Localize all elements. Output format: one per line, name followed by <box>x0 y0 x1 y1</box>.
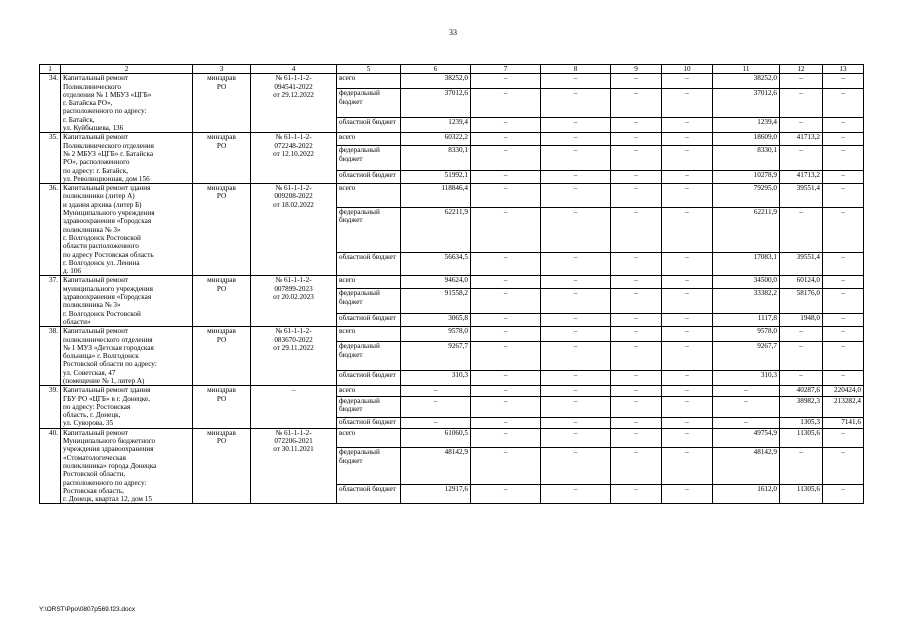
funding-source-label: всего <box>337 133 401 146</box>
amount-cell-col13: – <box>823 276 864 289</box>
amount-cell-col13: – <box>823 327 864 342</box>
amount-cell-col10: – <box>662 314 713 327</box>
amount-cell-col6: 310,3 <box>401 371 471 386</box>
object-description: Капитальный ремонт здания ГБУ РО «ЦГБ» в г. Донецке, по адресу: Ростовская область, г. Донецк, ул. Суворова, 35 <box>61 386 193 428</box>
amount-cell-col6: 60322,2 <box>401 133 471 146</box>
amount-cell-col9: – <box>611 184 662 208</box>
amount-cell-col13: – <box>823 74 864 89</box>
amount-cell-col13: – <box>823 448 864 485</box>
amount-cell-col11: 34500,0 <box>713 276 780 289</box>
amount-cell-col10: – <box>662 146 713 171</box>
amount-cell-col8: – <box>541 314 611 327</box>
funding-source-label: всего <box>337 276 401 289</box>
amount-cell-col6: 48142,9 <box>401 448 471 485</box>
amount-cell-col6: 118846,4 <box>401 184 471 208</box>
amount-cell-col8: – <box>541 133 611 146</box>
funding-source-label: областной бюджет <box>337 314 401 327</box>
amount-cell-col11: 310,3 <box>713 371 780 386</box>
row-number: 37. <box>40 276 61 327</box>
amount-cell-col7: – <box>471 314 541 327</box>
amount-cell-col8: – <box>541 252 611 276</box>
amount-cell-col11: 62211,9 <box>713 207 780 252</box>
amount-cell-col10: – <box>662 397 713 418</box>
amount-cell-col6: 56634,5 <box>401 252 471 276</box>
amount-cell-col8: – <box>541 342 611 371</box>
amount-cell-col9: – <box>611 342 662 371</box>
amount-cell-col7: – <box>471 184 541 208</box>
amount-cell-col11: 38252,0 <box>713 74 780 89</box>
amount-cell-col8: – <box>541 371 611 386</box>
column-number-5: 5 <box>337 65 401 74</box>
amount-cell-col9: – <box>611 146 662 171</box>
object-description: Капитальный ремонт Поликлинического отделения № 2 МБУЗ «ЦГБ» г. Батайска РО», расположенного по адресу: г. Батайск, ул. Революционная, дом 156 <box>61 133 193 184</box>
amount-cell-col8: – <box>541 276 611 289</box>
funding-source-label: всего <box>337 327 401 342</box>
funding-source-label: областной бюджет <box>337 371 401 386</box>
amount-cell-col7: – <box>471 74 541 89</box>
amount-cell-col8: – <box>541 484 611 503</box>
amount-cell-col10: – <box>662 428 713 447</box>
amount-cell-col9: – <box>611 448 662 485</box>
amount-cell-col6: 3065,8 <box>401 314 471 327</box>
amount-cell-col11: 8330,1 <box>713 146 780 171</box>
amount-cell-col6: 9267,7 <box>401 342 471 371</box>
funding-source-label: федеральный бюджет <box>337 89 401 118</box>
amount-cell-col11: 33382,2 <box>713 289 780 314</box>
amount-cell-col11: – <box>713 386 780 397</box>
amount-cell-col11: 9578,0 <box>713 327 780 342</box>
amount-cell-col9: – <box>611 386 662 397</box>
expertise-conclusion: № 61-1-1-2- 072248-2022 от 12.10.2022 <box>251 133 337 184</box>
amount-cell-col11: – <box>713 417 780 428</box>
amount-cell-col6: 51992,1 <box>401 171 471 184</box>
amount-cell-col10: – <box>662 133 713 146</box>
amount-cell-col6: 91558,2 <box>401 289 471 314</box>
table-row <box>40 386 864 397</box>
amount-cell-col13: – <box>823 118 864 133</box>
amount-cell-col7: – <box>471 146 541 171</box>
amount-cell-col13: – <box>823 484 864 503</box>
amount-cell-col9: – <box>611 417 662 428</box>
row-number: 34. <box>40 74 61 133</box>
amount-cell-col13: – <box>823 289 864 314</box>
amount-cell-col10: – <box>662 184 713 208</box>
column-number-1: 1 <box>40 65 61 74</box>
amount-cell-col7: – <box>471 342 541 371</box>
amount-cell-col9: – <box>611 289 662 314</box>
table-row <box>40 327 864 342</box>
funding-source-label: всего <box>337 428 401 447</box>
amount-cell-col12: 41713,2 <box>780 171 823 184</box>
expertise-conclusion: № 61-1-1-2- 007899-2023 от 20.02.2023 <box>251 276 337 327</box>
amount-cell-col9: – <box>611 484 662 503</box>
amount-cell-col7: – <box>471 133 541 146</box>
amount-cell-col12: 58176,0 <box>780 289 823 314</box>
amount-cell-col13: – <box>823 207 864 252</box>
amount-cell-col9: – <box>611 428 662 447</box>
amount-cell-col12: 40287,6 <box>780 386 823 397</box>
funding-source-label: федеральный бюджет <box>337 342 401 371</box>
amount-cell-col11: 37012,6 <box>713 89 780 118</box>
column-number-3: 3 <box>193 65 251 74</box>
amount-cell-col7: – <box>471 118 541 133</box>
amount-cell-col9: – <box>611 171 662 184</box>
amount-cell-col6: – <box>401 417 471 428</box>
amount-cell-col12: – <box>780 342 823 371</box>
amount-cell-col10: – <box>662 89 713 118</box>
amount-cell-col8: – <box>541 184 611 208</box>
amount-cell-col10: – <box>662 342 713 371</box>
amount-cell-col6: 12917,6 <box>401 484 471 503</box>
amount-cell-col13: 7141,6 <box>823 417 864 428</box>
amount-cell-col11: 17083,1 <box>713 252 780 276</box>
amount-cell-col13: – <box>823 428 864 447</box>
column-number-header-row <box>40 65 864 74</box>
amount-cell-col11: 10278,9 <box>713 171 780 184</box>
amount-cell-col7: – <box>471 327 541 342</box>
amount-cell-col12: – <box>780 207 823 252</box>
amount-cell-col11: 1612,0 <box>713 484 780 503</box>
amount-cell-col7: – <box>471 417 541 428</box>
column-number-7: 7 <box>471 65 541 74</box>
amount-cell-col6: 37012,6 <box>401 89 471 118</box>
amount-cell-col12: 11305,6 <box>780 484 823 503</box>
row-number: 38. <box>40 327 61 386</box>
amount-cell-col9: – <box>611 252 662 276</box>
funding-source-label: федеральный бюджет <box>337 207 401 252</box>
funding-source-label: федеральный бюджет <box>337 448 401 485</box>
financing-table <box>39 64 864 504</box>
amount-cell-col13: – <box>823 252 864 276</box>
amount-cell-col12: – <box>780 89 823 118</box>
column-number-9: 9 <box>611 65 662 74</box>
amount-cell-col8: – <box>541 207 611 252</box>
amount-cell-col8: – <box>541 118 611 133</box>
amount-cell-col13: – <box>823 133 864 146</box>
amount-cell-col6: 61060,5 <box>401 428 471 447</box>
amount-cell-col13: – <box>823 371 864 386</box>
amount-cell-col13: 213282,4 <box>823 397 864 418</box>
amount-cell-col9: – <box>611 397 662 418</box>
amount-cell-col13: – <box>823 146 864 171</box>
amount-cell-col12: 60124,0 <box>780 276 823 289</box>
amount-cell-col6: 62211,9 <box>401 207 471 252</box>
amount-cell-col12: 1948,0 <box>780 314 823 327</box>
column-number-8: 8 <box>541 65 611 74</box>
amount-cell-col8: – <box>541 289 611 314</box>
row-number: 36. <box>40 184 61 276</box>
amount-cell-col10: – <box>662 327 713 342</box>
amount-cell-col10: – <box>662 118 713 133</box>
amount-cell-col8: – <box>541 171 611 184</box>
funding-source-label: всего <box>337 184 401 208</box>
amount-cell-col12: 39551,4 <box>780 252 823 276</box>
amount-cell-col10: – <box>662 417 713 428</box>
amount-cell-col6: 94624,0 <box>401 276 471 289</box>
amount-cell-col10: – <box>662 289 713 314</box>
amount-cell-col6: 9578,0 <box>401 327 471 342</box>
amount-cell-col13: – <box>823 184 864 208</box>
amount-cell-col9: – <box>611 74 662 89</box>
amount-cell-col13: – <box>823 314 864 327</box>
table-row <box>40 133 864 146</box>
amount-cell-col12: – <box>780 74 823 89</box>
responsible-ministry: минздрав РО <box>193 276 251 327</box>
funding-source-label: федеральный бюджет <box>337 397 401 418</box>
expertise-conclusion: № 61-1-1-2- 094541-2022 от 29.12.2022 <box>251 74 337 133</box>
amount-cell-col7: – <box>471 397 541 418</box>
amount-cell-col7: – <box>471 371 541 386</box>
amount-cell-col11: 48142,9 <box>713 448 780 485</box>
amount-cell-col11: 49754,9 <box>713 428 780 447</box>
amount-cell-col7: – <box>471 252 541 276</box>
amount-cell-col8: – <box>541 448 611 485</box>
object-description: Капитальный ремонт поликлинического отделения № 1 МУЗ «Детская городская больница» г. Волгодонск Ростовской области по адресу: ул. Советская, 47 (помещение № 1, литер А) <box>61 327 193 386</box>
amount-cell-col8: – <box>541 428 611 447</box>
amount-cell-col8: – <box>541 89 611 118</box>
amount-cell-col12: – <box>780 448 823 485</box>
table-row <box>40 276 864 289</box>
responsible-ministry: минздрав РО <box>193 327 251 386</box>
amount-cell-col10: – <box>662 484 713 503</box>
amount-cell-col13: – <box>823 89 864 118</box>
amount-cell-col7: – <box>471 171 541 184</box>
amount-cell-col9: – <box>611 314 662 327</box>
column-number-12: 12 <box>780 65 823 74</box>
column-number-2: 2 <box>61 65 193 74</box>
amount-cell-col12: 41713,2 <box>780 133 823 146</box>
amount-cell-col11: 18609,0 <box>713 133 780 146</box>
row-number: 35. <box>40 133 61 184</box>
column-number-13: 13 <box>823 65 864 74</box>
expertise-conclusion: – <box>251 386 337 428</box>
amount-cell-col10: – <box>662 276 713 289</box>
amount-cell-col8: – <box>541 417 611 428</box>
object-description: Капитальный ремонт Муниципального бюджетного учреждения здравоохранения «Стоматологическая поликлиника» города Донецка Ростовской области, расположенного по адресу: Ростовская область, г. Донецк, квартал 12, дом 15 <box>61 428 193 504</box>
amount-cell-col8: – <box>541 386 611 397</box>
responsible-ministry: минздрав РО <box>193 428 251 504</box>
amount-cell-col6: 1239,4 <box>401 118 471 133</box>
expertise-conclusion: № 61-1-1-2- 009208-2022 от 18.02.2022 <box>251 184 337 276</box>
amount-cell-col12: – <box>780 146 823 171</box>
funding-source-label: областной бюджет <box>337 417 401 428</box>
column-number-4: 4 <box>251 65 337 74</box>
funding-source-label: областной бюджет <box>337 171 401 184</box>
row-number: 40. <box>40 428 61 504</box>
amount-cell-col10: – <box>662 207 713 252</box>
amount-cell-col12: 39551,4 <box>780 184 823 208</box>
object-description: Капитальный ремонт Поликлинического отделения № 1 МБУЗ «ЦГБ» г. Батайска РО», расположенного по адресу: г. Батайск, ул. Куйбышева, 136 <box>61 74 193 133</box>
amount-cell-col10: – <box>662 386 713 397</box>
amount-cell-col9: – <box>611 118 662 133</box>
funding-source-label: федеральный бюджет <box>337 146 401 171</box>
amount-cell-col7: – <box>471 276 541 289</box>
amount-cell-col8: – <box>541 397 611 418</box>
column-number-10: 10 <box>662 65 713 74</box>
amount-cell-col7: – <box>471 428 541 447</box>
responsible-ministry: минздрав РО <box>193 133 251 184</box>
funding-source-label: всего <box>337 386 401 397</box>
amount-cell-col13: – <box>823 342 864 371</box>
table-row <box>40 74 864 89</box>
amount-cell-col11: 79295,0 <box>713 184 780 208</box>
amount-cell-col13: 220424,0 <box>823 386 864 397</box>
funding-source-label: областной бюджет <box>337 118 401 133</box>
amount-cell-col7: – <box>471 484 541 503</box>
amount-cell-col8: – <box>541 327 611 342</box>
object-description: Капитальный ремонт здания поликлиники (литер А) и здания архива (литер Б) Муниципального учреждения здравоохранения «Городская поликлиника № 3» г. Волгодонск Ростовской области расположенного по адресу Ростовская область г. Волгодонск ул. Ленина д. 106 <box>61 184 193 276</box>
funding-source-label: всего <box>337 74 401 89</box>
amount-cell-col10: – <box>662 74 713 89</box>
amount-cell-col12: 1305,3 <box>780 417 823 428</box>
amount-cell-col9: – <box>611 327 662 342</box>
amount-cell-col10: – <box>662 448 713 485</box>
amount-cell-col9: – <box>611 276 662 289</box>
table-row <box>40 428 864 447</box>
amount-cell-col6: 38252,0 <box>401 74 471 89</box>
amount-cell-col12: – <box>780 327 823 342</box>
table-row <box>40 184 864 208</box>
object-description: Капитальный ремонт муниципального учреждения здравоохранения «Городская поликлиника № 3» г. Волгодонск Ростовской области» <box>61 276 193 327</box>
expertise-conclusion: № 61-1-1-2- 083670-2022 от 29.11.2022 <box>251 327 337 386</box>
amount-cell-col11: 1239,4 <box>713 118 780 133</box>
amount-cell-col12: – <box>780 371 823 386</box>
amount-cell-col11: 1117,8 <box>713 314 780 327</box>
amount-cell-col6: – <box>401 386 471 397</box>
file-path-footer: Y:\ORST\Ppo\0807p569.f23.docx <box>39 606 136 613</box>
responsible-ministry: минздрав РО <box>193 74 251 133</box>
amount-cell-col10: – <box>662 252 713 276</box>
amount-cell-col9: – <box>611 133 662 146</box>
amount-cell-col9: – <box>611 89 662 118</box>
amount-cell-col7: – <box>471 89 541 118</box>
column-number-11: 11 <box>713 65 780 74</box>
column-number-6: 6 <box>401 65 471 74</box>
amount-cell-col13: – <box>823 171 864 184</box>
amount-cell-col9: – <box>611 207 662 252</box>
funding-source-label: областной бюджет <box>337 484 401 503</box>
page-number: 33 <box>449 28 457 37</box>
amount-cell-col8: – <box>541 146 611 171</box>
amount-cell-col7: – <box>471 448 541 485</box>
amount-cell-col10: – <box>662 171 713 184</box>
funding-source-label: федеральный бюджет <box>337 289 401 314</box>
amount-cell-col6: 8330,1 <box>401 146 471 171</box>
funding-source-label: областной бюджет <box>337 252 401 276</box>
responsible-ministry: минздрав РО <box>193 184 251 276</box>
amount-cell-col12: 38982,3 <box>780 397 823 418</box>
expertise-conclusion: № 61-1-1-2- 072206-2021 от 30.11.2021 <box>251 428 337 504</box>
amount-cell-col10: – <box>662 371 713 386</box>
amount-cell-col12: 11305,6 <box>780 428 823 447</box>
amount-cell-col7: – <box>471 207 541 252</box>
amount-cell-col12: – <box>780 118 823 133</box>
amount-cell-col8: – <box>541 74 611 89</box>
amount-cell-col9: – <box>611 371 662 386</box>
responsible-ministry: минздрав РО <box>193 386 251 428</box>
amount-cell-col11: – <box>713 397 780 418</box>
amount-cell-col11: 9267,7 <box>713 342 780 371</box>
row-number: 39. <box>40 386 61 428</box>
amount-cell-col6: – <box>401 397 471 418</box>
amount-cell-col7: – <box>471 386 541 397</box>
amount-cell-col7: – <box>471 289 541 314</box>
